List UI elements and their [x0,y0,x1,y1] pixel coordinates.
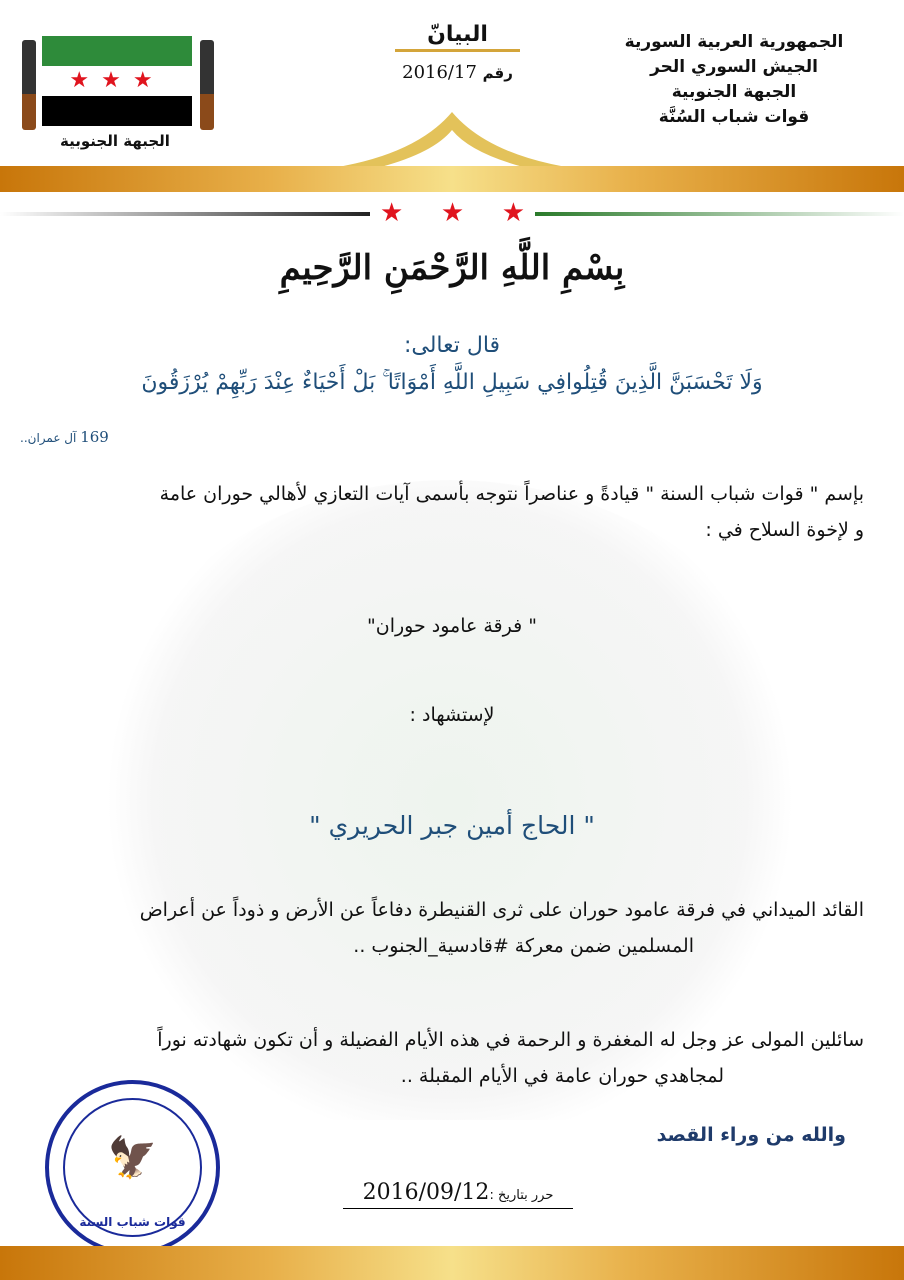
paragraph-condolence [34,476,864,548]
number-value: 2016/17 [402,62,477,83]
text-line: و لإخوة السلاح في : [705,519,864,541]
footer-gold-band [0,1246,904,1280]
date-label: حرر بتاريخ : [489,1188,554,1203]
organization-seal [45,1080,220,1255]
divider-right [535,212,904,216]
text-line: لمجاهدي حوران عامة في الأيام المقبلة .. [400,1065,724,1087]
header-gold-band [0,166,904,192]
verse-number: 169 [80,428,109,446]
paragraph-description [34,892,864,964]
eagle-icon: 🦅 [107,1135,158,1181]
date-value: 2016/09/12 [362,1180,490,1205]
rifle-icon-right [200,40,214,130]
verse-source [20,428,109,446]
text-line: المسلمين ضمن معركة #قادسية_الجنوب .. [353,935,694,957]
number-label: رقم [482,64,513,82]
surah-name: آل عمران.. [20,431,77,445]
closing-phrase: والله من وراء القصد [656,1124,846,1146]
unit-name: " فرقة عامود حوران" [367,615,537,637]
quote-intro: قال تعالى: [403,333,501,358]
divider-left [0,212,370,216]
quran-verse: وَلَا تَحْسَبَنَّ الَّذِينَ قُتِلُوافِي سَبِيلِ اللَّهِ أَمْوَاتًا ۚ بَلْ أَحْيَاءٌ عِنْدَ رَبِّهِمْ يُرْزَقُونَ [141,370,763,395]
rifle-icon-left [22,40,36,130]
issuer-line: قوات شباب السُنَّة [658,107,810,127]
martyr-name: " الحاج أمين جبر الحريري " [309,811,595,840]
issuer-line: الجيش السوري الحر [650,57,818,77]
issuer-block [604,30,864,130]
flag-icon: ★★★ [42,36,192,126]
document-title: البيانّ [395,22,520,52]
issuer-line: الجمهورية العربية السورية [624,32,844,52]
flag-caption: الجبهة الجنوبية [60,132,170,150]
issuer-line: الجبهة الجنوبية [671,82,797,102]
martyrdom-label: لإستشهاد : [409,704,495,726]
stars-decoration: ★ ★ ★ [380,198,525,228]
text-line: سائلين المولى عز وجل له المغفرة و الرحمة في هذه الأيام الفضيلة و أن تكون شهادته نوراً [157,1029,864,1051]
document-number [395,62,520,83]
gold-arch-decoration [300,112,604,172]
text-line: بإسم " قوات شباب السنة " قيادةً و عناصراً نتوجه بأسمى آيات التعازي لأهالي حوران عامة [159,483,864,505]
basmala: بِسْمِ اللَّهِ الرَّحْمَنِ الرَّحِيمِ [279,248,625,288]
text-line: القائد الميداني في فرقة عامود حوران على ثرى القنيطرة دفاعاً عن الأرض و ذوداً عن أعراض [139,899,864,921]
issue-date [343,1180,573,1209]
seal-text: قوات شباب السنة [79,1215,186,1229]
